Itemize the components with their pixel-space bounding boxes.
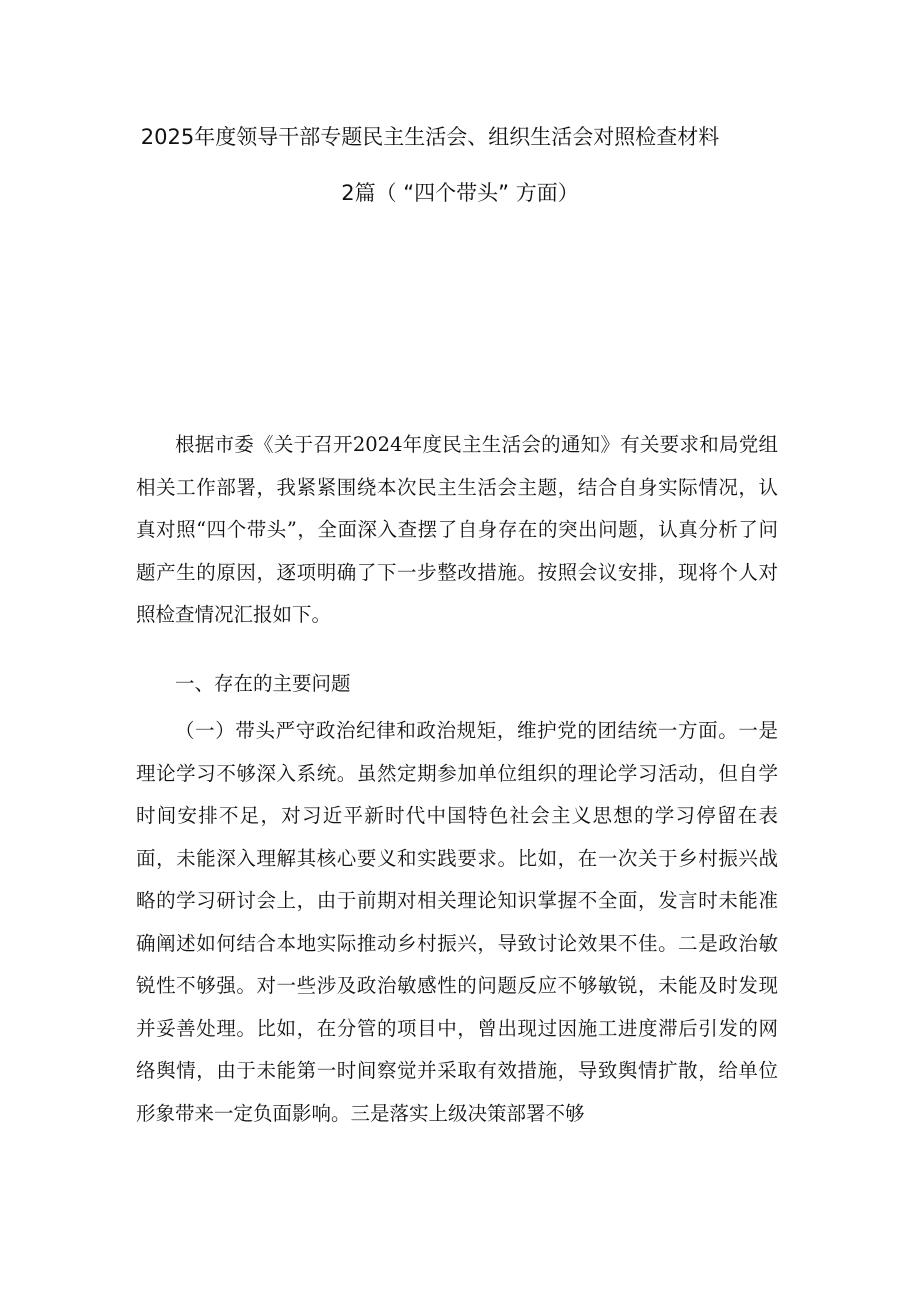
intro-paragraph: 根据市委《关于召开2024年度民主生活会的通知》有关要求和局党组相关工作部署，我紧紧围绕本次民主生活会主题，结合自身实际情况，认真对照“四个带头”，全面深入查摆了自身存在的突出问题，认真分析了问题产生的原因，逐项明确了下一步整改措施。按照会议安排，现将个人对照检查情况汇报如下。 bbox=[136, 433, 778, 626]
document-title-line-2: 2篇（ “四个带头” 方面） bbox=[341, 181, 579, 205]
document-title-line-1: 2025年度领导干部专题民主生活会、组织生活会对照检查材料 bbox=[140, 125, 720, 149]
section-heading: 一、存在的主要问题 bbox=[175, 672, 351, 695]
problems-paragraph: （一）带头严守政治纪律和政治规矩，维护党的团结统一方面。一是理论学习不够深入系统。虽然定期参加单位组织的理论学习活动，但自学时间安排不足，对习近平新时代中国特色社会主义思想的学习停留在表面，未能深入理解其核心要义和实践要求。比如，在一次关于乡村振兴战略的学习研讨会上，由于前期对相关理论知识掌握不全面，发言时未能准确阐述如何结合本地实际推动乡村振兴，导致讨论效果不佳。二是政治敏锐性不够强。对一些涉及政治敏感性的问题反应不够敏锐，未能及时发现并妥善处理。比如，在分管的项目中，曾出现过因施工进度滞后引发的网络舆情，由于未能第一时间察觉并采取有效措施，导致舆情扩散，给单位形象带来一定负面影响。三是落实上级决策部署不够 bbox=[136, 719, 778, 1125]
